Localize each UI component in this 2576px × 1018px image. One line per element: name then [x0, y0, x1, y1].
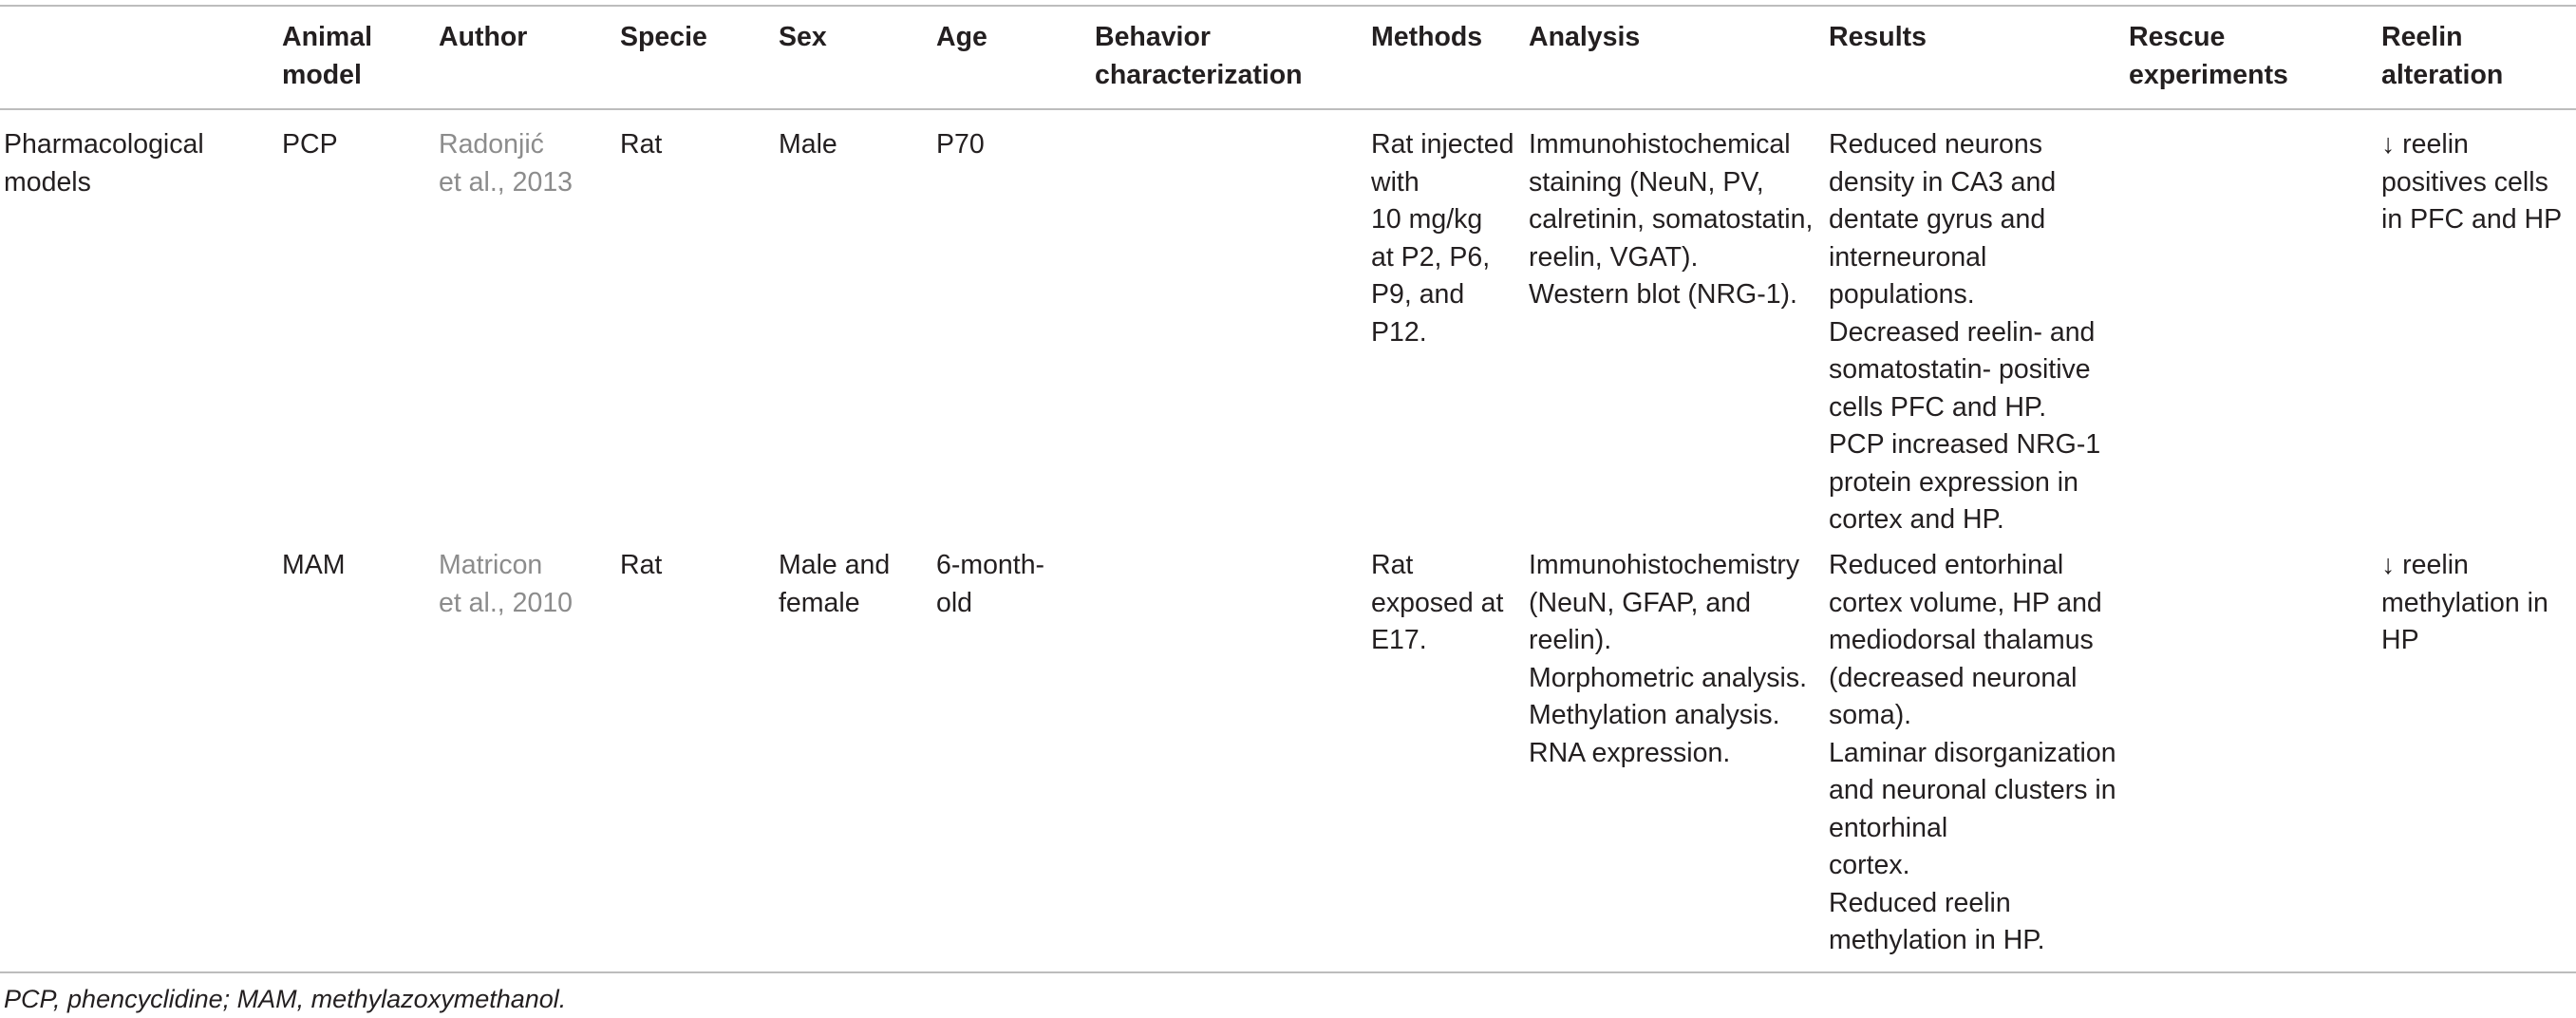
cell-reelin: ↓ reelin methylation in HP	[2381, 550, 2548, 655]
header-behavior-characterization: Behavior characterization	[1095, 22, 1303, 90]
header-specie: Specie	[620, 22, 707, 52]
table-bottom-rule	[0, 971, 2576, 973]
header-author: Author	[439, 22, 528, 52]
header-methods: Methods	[1371, 22, 1483, 52]
cell-animal-model: PCP	[282, 129, 338, 160]
cell-reelin: ↓ reelin positives cells in PFC and HP	[2381, 129, 2563, 235]
table-header-rule	[0, 108, 2576, 110]
cell-analysis: Immunohistochemical staining (NeuN, PV, calretinin, somatostatin, reelin, VGAT). Western blot (NRG-1).	[1529, 129, 1814, 310]
cell-category: Pharmacological models	[4, 129, 204, 198]
header-analysis: Analysis	[1529, 22, 1641, 52]
cell-analysis: Immunohistochemistry (NeuN, GFAP, and reelin). Morphometric analysis. Methylation analysis. RNA expression.	[1529, 550, 1808, 768]
cell-author-link[interactable]: Radonjić et al., 2013	[439, 129, 573, 198]
header-sex: Sex	[779, 22, 827, 52]
cell-results: Reduced entorhinal cortex volume, HP and mediodorsal thalamus (decreased neuronal soma). Laminar disorganization and neuronal clusters in entorhinal cortex. Reduced reelin methylation in HP.	[1829, 550, 2116, 955]
cell-age: P70	[936, 129, 985, 160]
header-rescue-experiments: Rescue experiments	[2129, 22, 2288, 90]
header-reelin-alteration: Reelin alteration	[2381, 22, 2504, 90]
header-animal-model: Animal model	[282, 22, 373, 90]
cell-animal-model: MAM	[282, 550, 346, 580]
header-results: Results	[1829, 22, 1927, 52]
cell-age: 6-month- old	[936, 550, 1045, 618]
cell-methods: Rat injected with 10 mg/kg at P2, P6, P9, and P12.	[1371, 129, 1514, 348]
cell-methods: Rat exposed at E17.	[1371, 550, 1504, 655]
cell-sex: Male	[779, 129, 837, 160]
cell-sex: Male and female	[779, 550, 891, 618]
table-top-rule	[0, 5, 2576, 7]
cell-results: Reduced neurons density in CA3 and dentate gyrus and interneuronal populations. Decreased reelin- and somatostatin- positive cells PFC and HP. PCP increased NRG-1 protein expression in cortex and HP.	[1829, 129, 2101, 535]
cell-author-link[interactable]: Matricon et al., 2010	[439, 550, 573, 618]
cell-specie: Rat	[620, 550, 663, 580]
cell-specie: Rat	[620, 129, 663, 160]
table-footnote: PCP, phencyclidine; MAM, methylazoxymethanol.	[4, 985, 567, 1013]
header-age: Age	[936, 22, 987, 52]
